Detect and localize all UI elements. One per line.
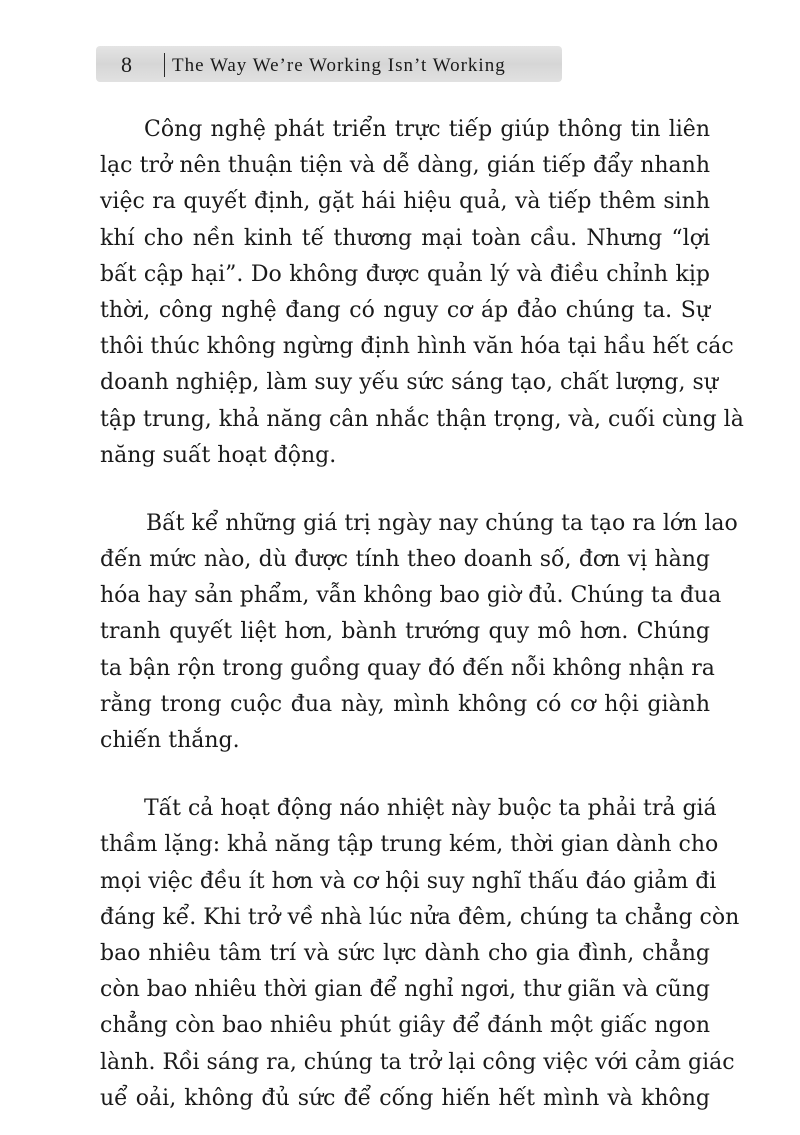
- text-line: mọi việc đều ít hơn và cơ hội suy nghĩ thấu đáo giảm đi: [100, 868, 717, 894]
- text-line: ta bận rộn trong guồng quay đó đến nỗi không nhận ra: [100, 655, 715, 681]
- text-line: lành. Rồi sáng ra, chúng ta trở lại công việc với cảm giác: [100, 1049, 735, 1075]
- text-line: còn bao nhiêu thời gian để nghỉ ngơi, thư giãn và cũng: [100, 977, 710, 1003]
- paragraph-2-body: [100, 542, 722, 759]
- paragraph-2: [100, 506, 738, 542]
- text-line: chiến thắng.: [100, 728, 240, 753]
- body-text: [100, 112, 744, 1117]
- paragraph-gap: [100, 759, 710, 791]
- text-line: đáng kể. Khi trở về nhà lúc nửa đêm, chúng ta chẳng còn: [100, 904, 740, 930]
- paragraph-gap: [100, 474, 710, 506]
- text-line: doanh nghiệp, làm suy yếu sức sáng tạo, chất lượng, sự: [100, 370, 718, 396]
- text-line: bất cập hại”. Do không được quản lý và điều chỉnh kịp: [100, 261, 710, 287]
- page-number: 8: [121, 52, 132, 77]
- text-line: Tất cả hoạt động náo nhiệt này buộc ta phải trả giá: [144, 796, 717, 822]
- paragraph-1-body: [100, 148, 744, 474]
- text-line: bao nhiêu tâm trí và sức lực dành cho gia đình, chẳng: [100, 940, 710, 966]
- text-line: năng suất hoạt động.: [100, 442, 337, 468]
- text-line: rằng trong cuộc đua này, mình không có cơ hội giành: [100, 691, 710, 717]
- text-line: khí cho nền kinh tế thương mại toàn cầu. Nhưng “lợi: [100, 225, 710, 251]
- running-title: The Way We’re Working Isn’t Working: [172, 55, 506, 76]
- text-line: hóa hay sản phẩm, vẫn không bao giờ đủ. Chúng ta đua: [100, 583, 722, 609]
- text-line: tập trung, khả năng cân nhắc thận trọng, và, cuối cùng là: [100, 406, 744, 432]
- text-line: chẳng còn bao nhiêu phút giây để đánh một giấc ngon: [100, 1013, 710, 1039]
- text-line: thời, công nghệ đang có nguy cơ áp đảo chúng ta. Sự: [100, 297, 710, 323]
- paragraph-3-body: [100, 827, 740, 1117]
- text-line: đến mức nào, dù được tính theo doanh số, đơn vị hàng: [100, 547, 710, 573]
- text-line: Công nghệ phát triển trực tiếp giúp thông tin liên: [144, 117, 710, 142]
- paragraph-1: [100, 112, 710, 148]
- text-line: thầm lặng: khả năng tập trung kém, thời gian dành cho: [100, 832, 719, 858]
- paragraph-3: [100, 791, 717, 827]
- text-line: tranh quyết liệt hơn, bành trướng quy mô hơn. Chúng: [100, 619, 710, 645]
- text-line: uể oải, không đủ sức để cống hiến hết mình và không: [100, 1085, 710, 1111]
- header-divider: [164, 53, 165, 77]
- text-line: Bất kể những giá trị ngày nay chúng ta tạo ra lớn lao: [146, 510, 738, 536]
- text-line: việc ra quyết định, gặt hái hiệu quả, và tiếp thêm sinh: [100, 189, 710, 215]
- text-line: lạc trở nên thuận tiện và dễ dàng, gián tiếp đẩy nhanh: [100, 153, 710, 179]
- text-line: thôi thúc không ngừng định hình văn hóa tại hầu hết các: [100, 334, 734, 360]
